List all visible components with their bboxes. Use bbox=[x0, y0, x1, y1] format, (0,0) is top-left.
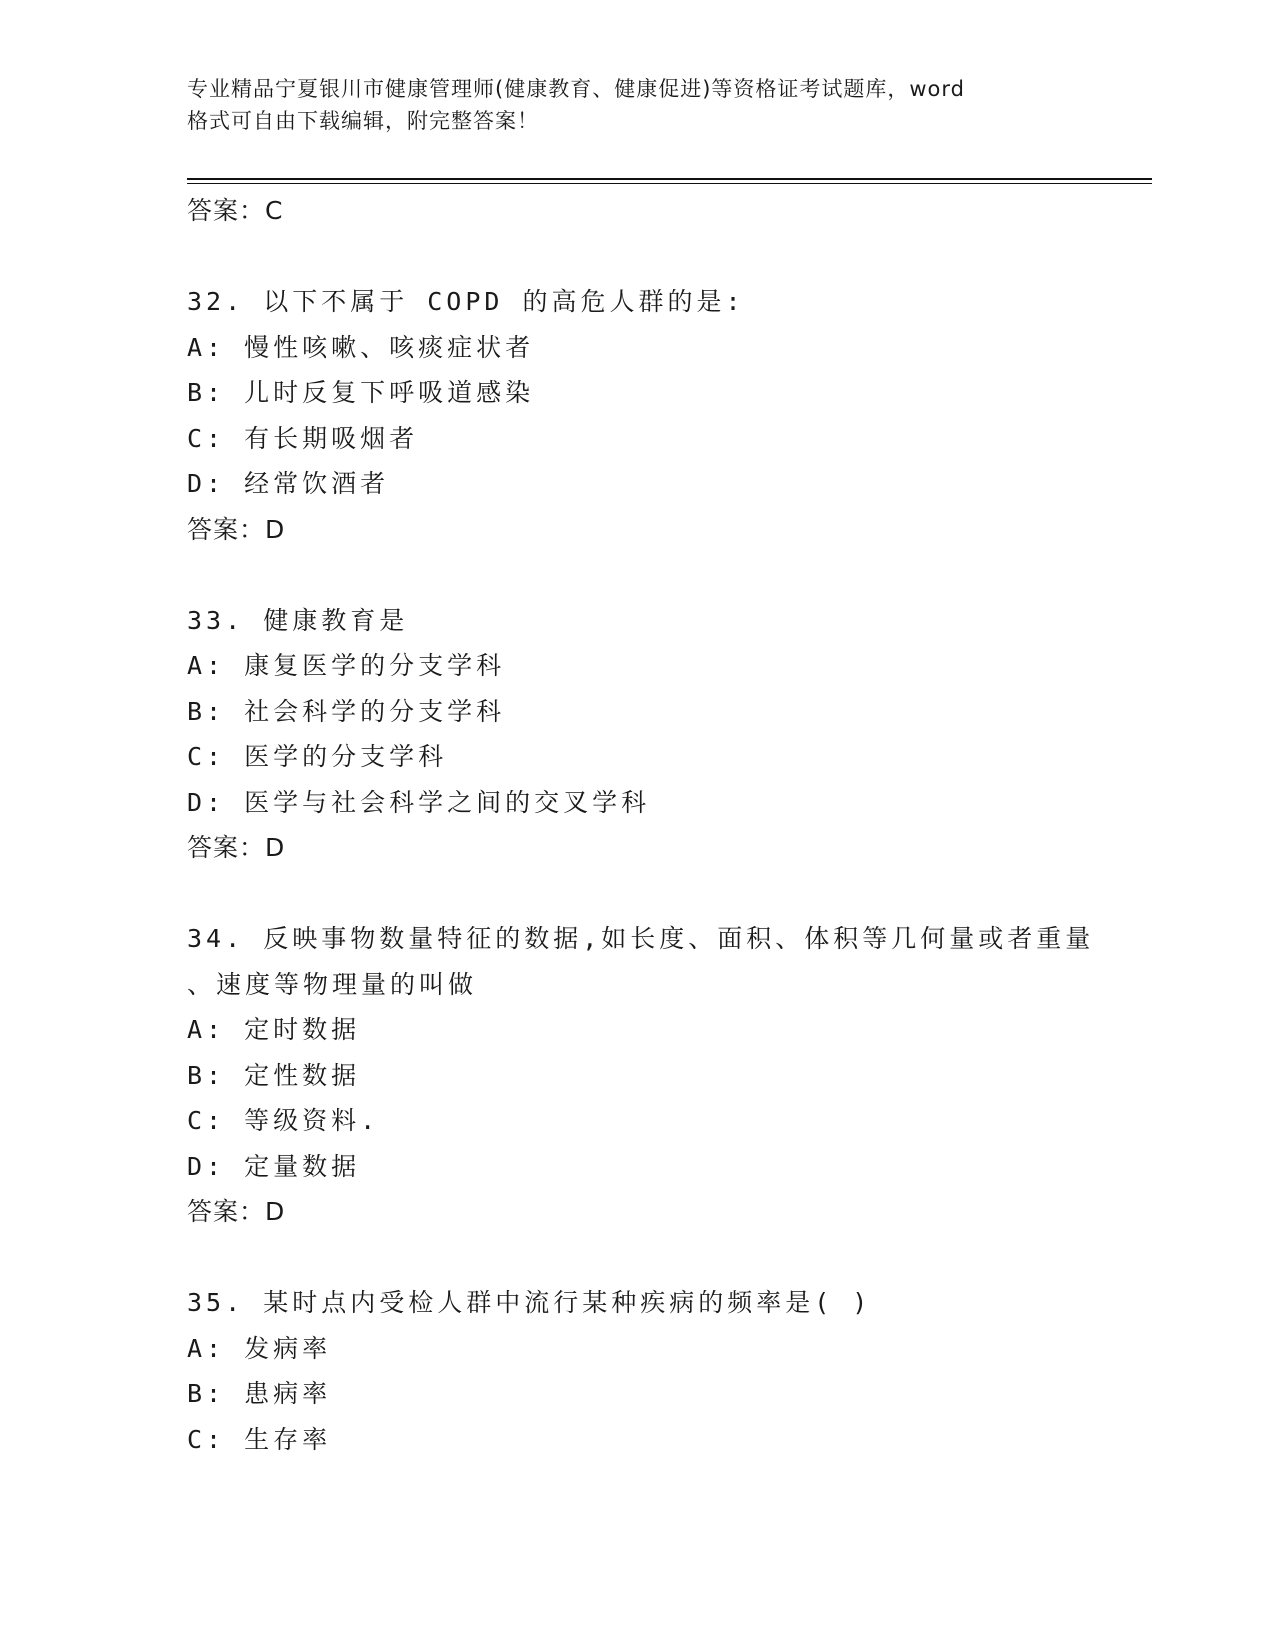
answer-31: 答案：C bbox=[187, 196, 284, 225]
question-text: 32. 以下不属于 COPD 的高危人群的是: bbox=[187, 287, 745, 316]
question-32 bbox=[187, 279, 1107, 552]
option-a: A: 康复医学的分支学科 bbox=[187, 651, 506, 680]
option-d: D: 经常饮酒者 bbox=[187, 469, 390, 498]
option-c: C: 等级资料. bbox=[187, 1106, 380, 1135]
question-35 bbox=[187, 1280, 1107, 1462]
question-text: 33. 健康教育是 bbox=[187, 605, 409, 635]
question-list bbox=[187, 188, 1107, 1462]
header-line-1: 专业精品宁夏银川市健康管理师(健康教育、健康促进)等资格证考试题库，word bbox=[187, 77, 966, 101]
option-a: A: 定时数据 bbox=[187, 1015, 361, 1044]
answer: 答案：D bbox=[187, 1197, 286, 1226]
question-text-line-1: 34. 反映事物数量特征的数据,如长度、面积、体积等几何量或者重量 bbox=[187, 924, 1095, 953]
question-34 bbox=[187, 916, 1107, 1235]
answer: 答案：D bbox=[187, 514, 286, 544]
option-d: D: 定量数据 bbox=[187, 1151, 361, 1181]
option-b: B: 社会科学的分支学科 bbox=[187, 696, 506, 726]
question-text-line-2: 、速度等物理量的叫做 bbox=[187, 969, 478, 999]
option-a: A: 慢性咳嗽、咳痰症状者 bbox=[187, 332, 535, 362]
header-line-2: 格式可自由下载编辑，附完整答案！ bbox=[187, 109, 539, 133]
option-b: B: 儿时反复下呼吸道感染 bbox=[187, 378, 535, 407]
header-rule-thin bbox=[187, 183, 1152, 184]
option-c: C: 医学的分支学科 bbox=[187, 742, 448, 771]
header-rule-thick bbox=[187, 178, 1152, 180]
option-b: B: 定性数据 bbox=[187, 1060, 361, 1090]
document-header bbox=[187, 73, 1087, 137]
answer: 答案：D bbox=[187, 833, 286, 862]
option-c: C: 有长期吸烟者 bbox=[187, 423, 419, 453]
question-33 bbox=[187, 598, 1107, 871]
option-a: A: 发病率 bbox=[187, 1333, 332, 1363]
question-text: 35. 某时点内受检人群中流行某种疾病的频率是( ) bbox=[187, 1288, 872, 1317]
option-b: B: 患病率 bbox=[187, 1379, 332, 1408]
option-d: D: 医学与社会科学之间的交叉学科 bbox=[187, 787, 651, 817]
option-c: C: 生存率 bbox=[187, 1424, 332, 1454]
